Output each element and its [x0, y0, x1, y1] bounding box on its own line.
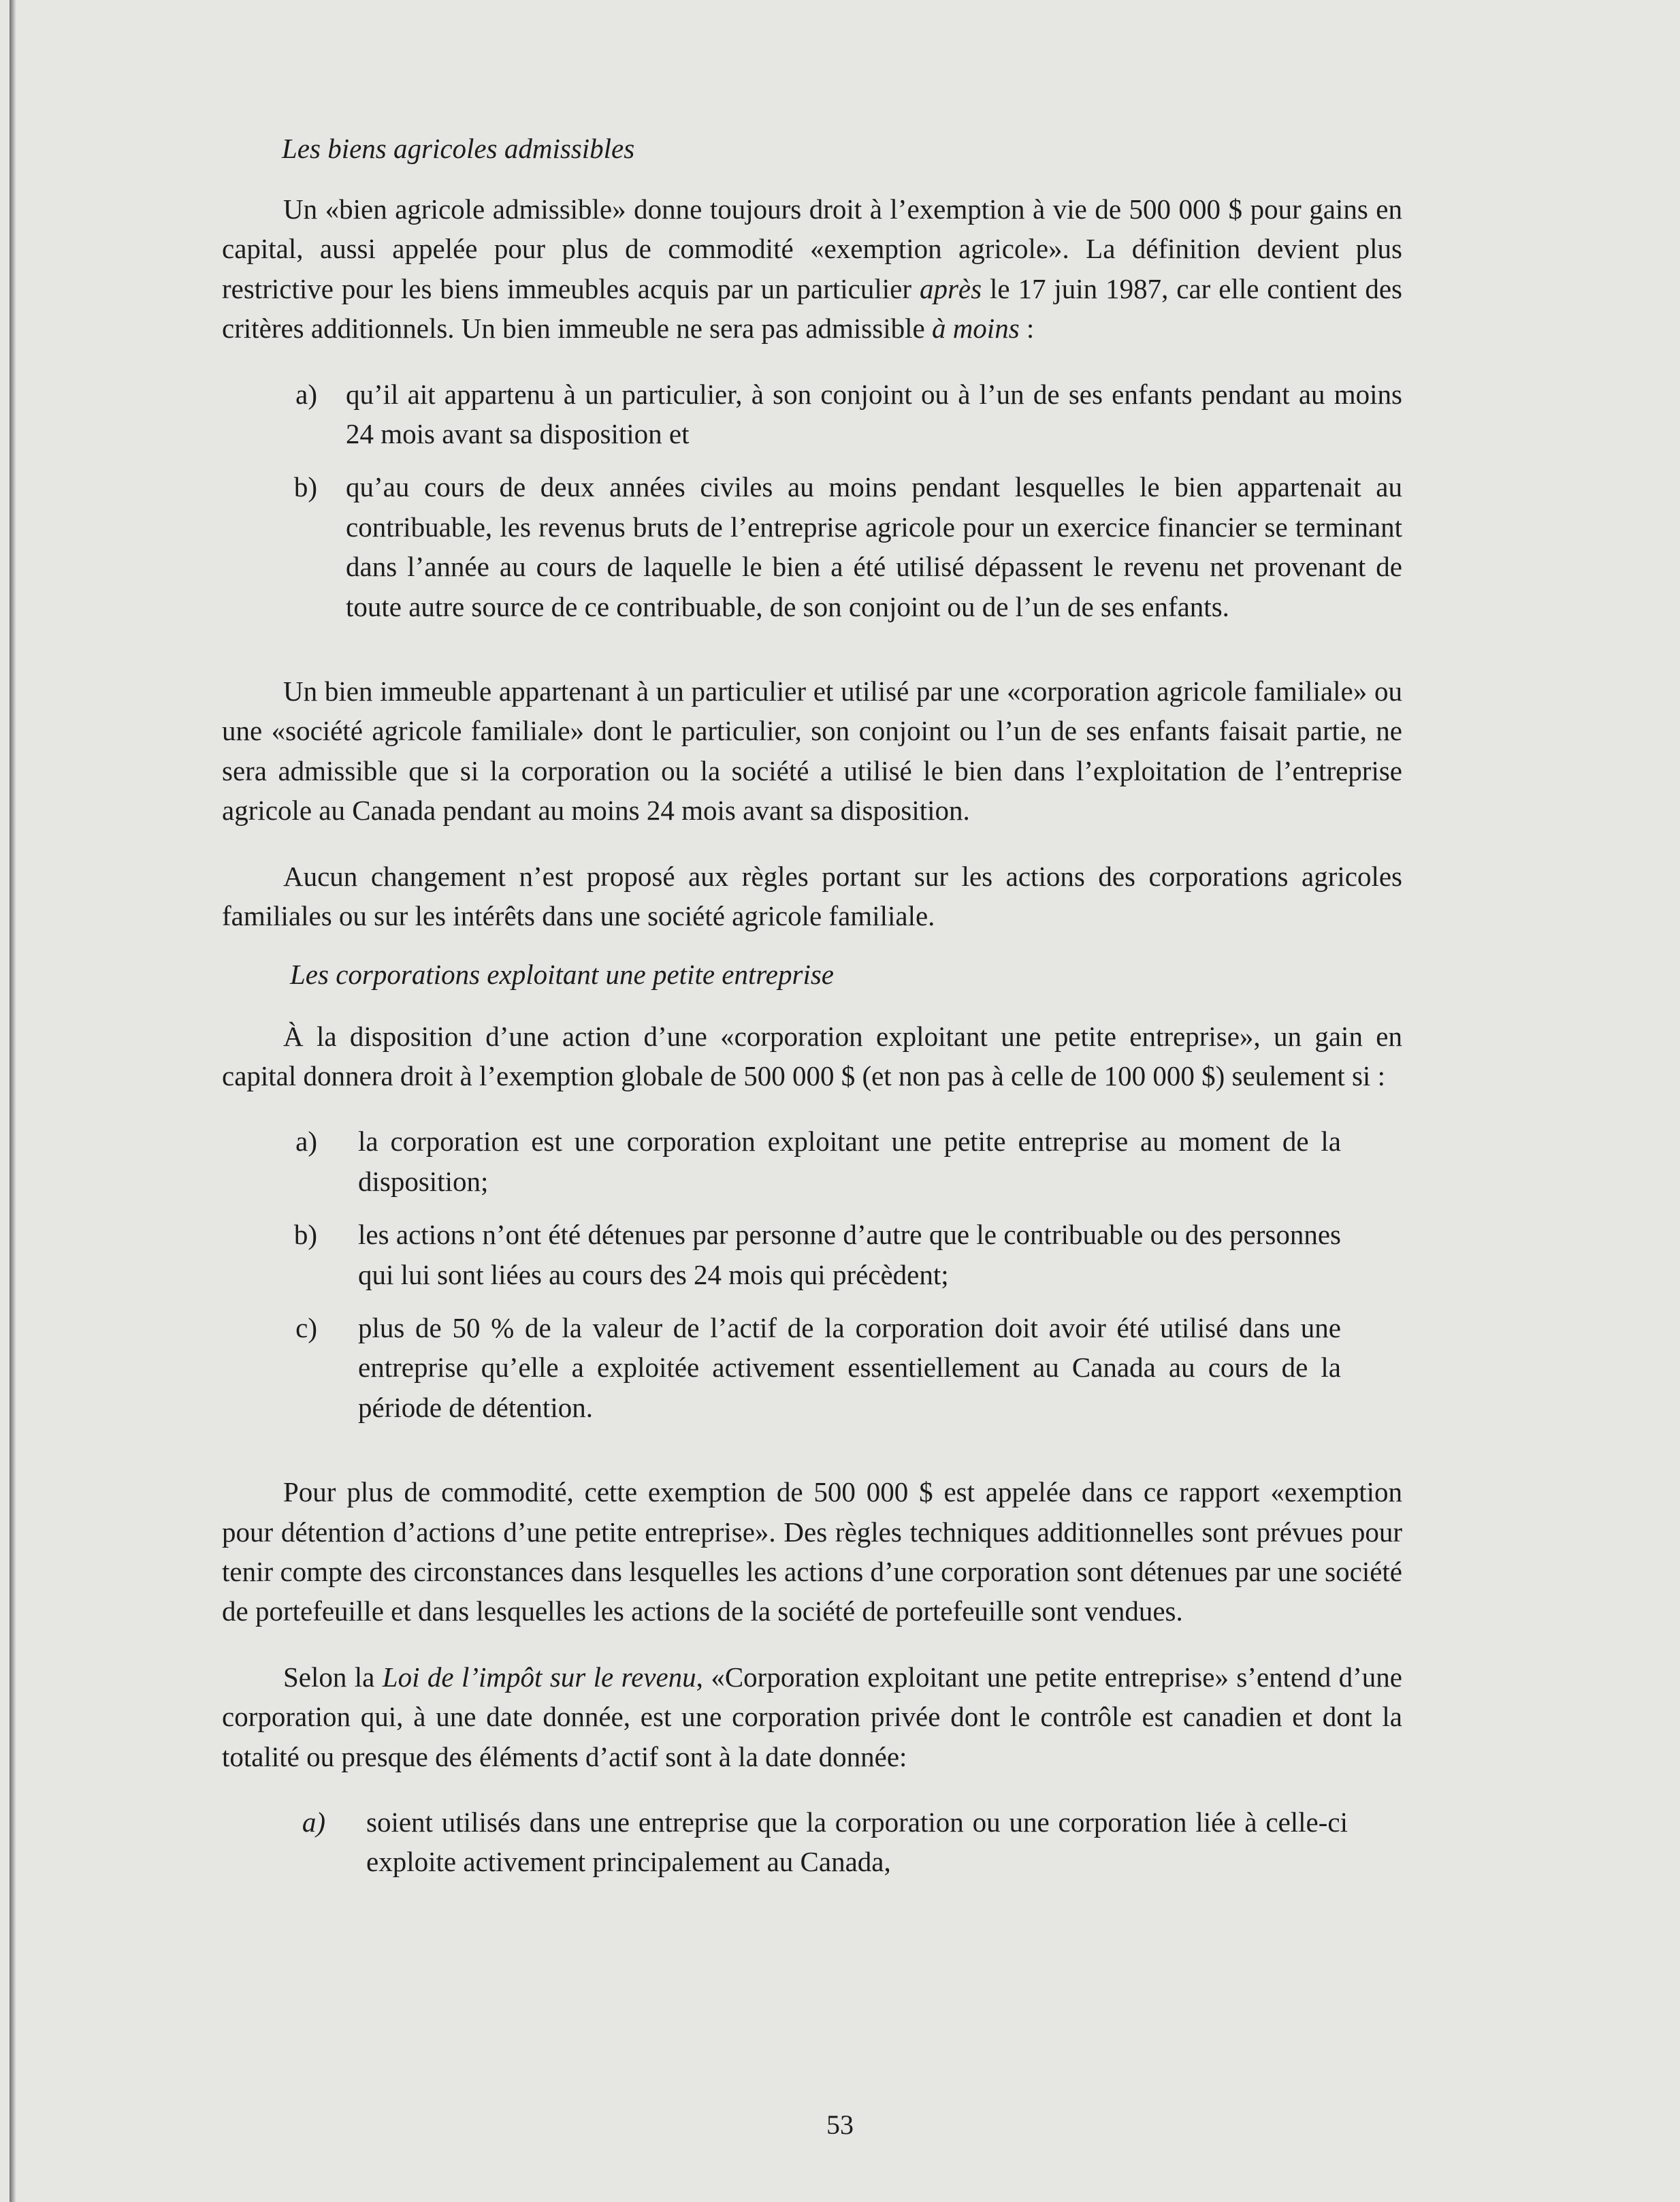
- list-item-text: soient utilisés dans une entreprise que la corporation ou une corporation liée à celle-ci exploite activement principalement au Canada,: [366, 1806, 1348, 1878]
- list-item-text: qu’au cours de deux années civiles au moins pendant lesquelles le bien appartenait au contribuable, les revenus bruts de l’entreprise agricole pour un exercice financier se terminant dans l’année au cours de laquelle le bien a été utilisé dépassent le revenu net provenant de toute autre source de ce contribuable, de son conjoint ou de l’un de ses enfants.: [346, 471, 1402, 622]
- paragraph-disposition-action: À la disposition d’une action d’une «corporation exploitant une petite entreprise», un gain en capital donnera droit à l’exemption globale de 500 000 $ (et non pas à celle de 100 000 $) seulement si :: [222, 1020, 1402, 1091]
- paragraph-aucun-changement: Aucun changement n’est proposé aux règles portant sur les actions des corporations agricoles familiales ou sur les intérêts dans une société agricole familiale.: [222, 860, 1402, 932]
- heading-biens-agricoles: Les biens agricoles admissibles: [282, 133, 635, 164]
- document-body: [222, 129, 1402, 1927]
- paragraph-bien-immeuble-corporation: Un bien immeuble appartenant à un particulier et utilisé par une «corporation agricole familiale» ou une «société agricole familiale» dont le particulier, son conjoint ou l’un de ses enfants faisait partie, ne sera admissible que si la corporation ou la société a utilisé le bien dans l’exploitation de l’entreprise agricole au Canada pendant au moins 24 mois avant sa disposition.: [222, 675, 1402, 827]
- list-item: [222, 1121, 1402, 1201]
- paragraph-commodite-exemption: Pour plus de commodité, cette exemption de 500 000 $ est appelée dans ce rapport «exemption pour détention d’actions d’une petite entreprise». Des règles techniques additionnelles sont prévues pour tenir compte des circonstances dans lesquelles les actions d’une corporation sont détenues par une société de portefeuille et dans lesquelles les actions de la société de portefeuille sont vendues.: [222, 1476, 1402, 1627]
- list-item-letter: a): [302, 1806, 325, 1838]
- list-item: [222, 1802, 1402, 1882]
- list-item-letter: c): [295, 1311, 317, 1343]
- paragraph-loi-impot: Selon la Loi de l’impôt sur le revenu, «Corporation exploitant une petite entreprise» s’entend d’une corporation qui, à une date donnée, est une corporation privée dont le contrôle est canadien et dont la totalité ou presque des éléments d’actif sont à la date donnée:: [222, 1661, 1402, 1772]
- list-item-letter: a): [295, 1126, 317, 1158]
- list-item-letter: b): [293, 471, 317, 503]
- page-number: 53: [826, 2109, 854, 2140]
- list-item-text: qu’il ait appartenu à un particulier, à son conjoint ou à l’un de ses enfants pendant au moins 24 mois avant sa disposition et: [346, 378, 1402, 450]
- list-item-text: la corporation est une corporation exploitant une petite entreprise au moment de la disposition;: [358, 1126, 1341, 1197]
- paragraph-bien-agricole-admissible: Un «bien agricole admissible» donne toujours droit à l’exemption à vie de 500 000 $ pour gains en capital, aussi appelée pour plus de commodité «exemption agricole». La définition devient plus restrictive pour les biens immeubles acquis par un particulier après le 17 juin 1987, car elle contient des critères additionnels. Un bien immeuble ne sera pas admissible à moins :: [222, 193, 1402, 345]
- list-item: [222, 374, 1402, 454]
- list-elements-actif: [222, 1802, 1402, 1882]
- list-item: [222, 1215, 1402, 1294]
- list-item-text: les actions n’ont été détenues par personne d’autre que le contribuable ou des personnes qui lui sont liées au cours des 24 mois qui précèdent;: [358, 1219, 1341, 1290]
- list-item-text: plus de 50 % de la valeur de l’actif de la corporation doit avoir été utilisé dans une entreprise qu’elle a exploitée activement essentiellement au Canada au cours de la période de détention.: [358, 1311, 1341, 1423]
- heading-corporations-petite-entreprise: Les corporations exploitant une petite entreprise: [290, 958, 834, 990]
- list-conditions-exemption: [222, 1121, 1402, 1427]
- list-item-letter: b): [293, 1219, 317, 1251]
- list-item-letter: a): [295, 378, 317, 410]
- list-item: [222, 467, 1402, 626]
- list-criteres-admissibilite: [222, 374, 1402, 626]
- page-edge-shadow: [10, 0, 16, 2202]
- list-item: [222, 1308, 1402, 1427]
